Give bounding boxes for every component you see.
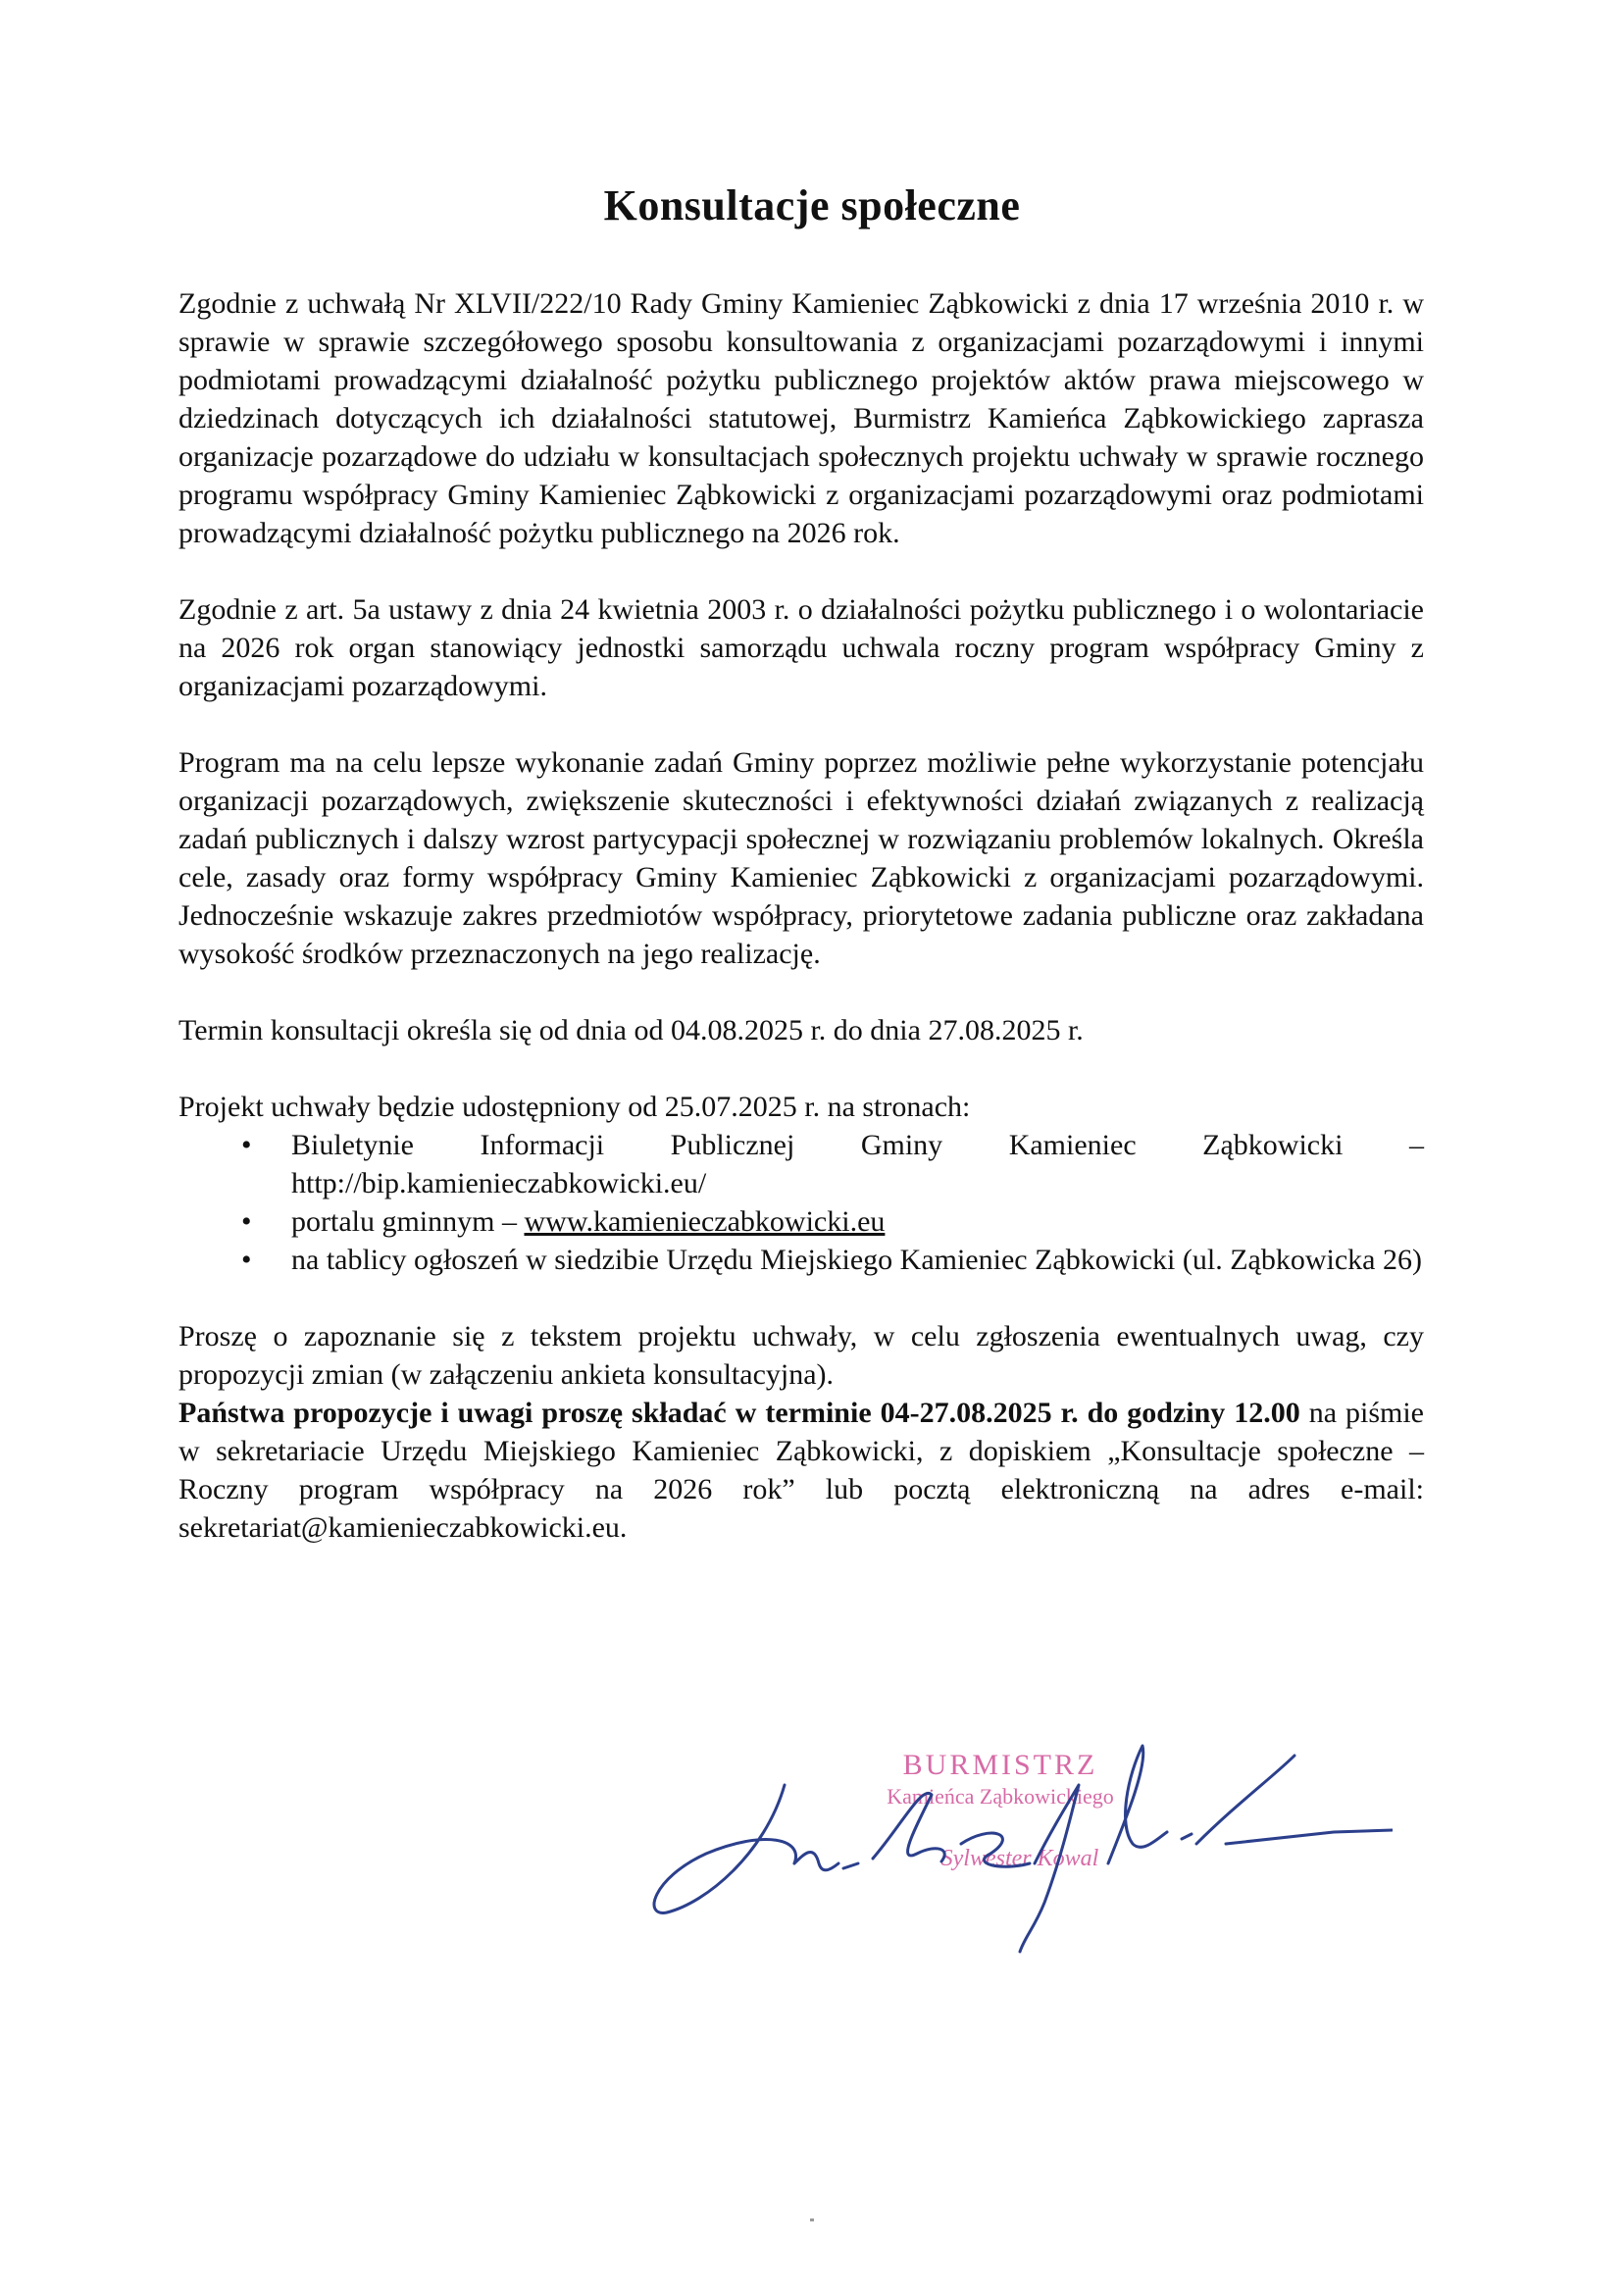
list-item-notice-board: [178, 1241, 1424, 1279]
paragraph-publication-intro: Projekt uchwały będzie udostępniony od 25.07.2025 r. na stronach:: [178, 1091, 971, 1123]
stamp-title: BURMISTRZ: [902, 1749, 1098, 1781]
stamp-subtitle: Kamieńca Ząbkowickiego: [887, 1784, 1114, 1809]
bullet-marker: •: [241, 1129, 252, 1161]
bullet-marker: •: [241, 1205, 252, 1238]
bullet-marker: •: [241, 1244, 252, 1276]
list-item-text: na tablicy ogłoszeń w siedzibie Urzędu Miejskiego Kamieniec Ząbkowicki (ul. Ząbkowicka 26): [291, 1244, 1422, 1276]
signature-block: [647, 1716, 1393, 1962]
list-item-bip: [178, 1126, 1424, 1202]
paragraph-submission: [178, 1394, 1424, 1547]
paragraph-consultation-dates: Termin konsultacji określa się od dnia od 04.08.2025 r. do dnia 27.08.2025 r.: [178, 1014, 1084, 1046]
handwritten-signature: [647, 1716, 1393, 1962]
paragraph-request: Proszę o zapoznanie się z tekstem projektu uchwały, w celu zgłoszenia ewentualnych uwag, czy propozycji zmian (w załączeniu ankieta konsultacyjna).: [178, 1320, 1424, 1391]
submission-details: na piśmie w sekretariacie Urzędu Miejskiego Kamieniec Ząbkowicki, z dopiskiem „Konsultacje społeczne – Roczny program współpracy na 2026 rok” lub pocztą elektroniczną na adres e-mail: sekretariat@kamienieczabkowicki.eu.: [178, 1397, 1425, 1544]
list-item-text: portalu gminnym –: [291, 1205, 525, 1238]
list-item-text: Biuletynie Informacji Publicznej Gminy Kamieniec Ząbkowicki – http://bip.kamienieczabkowicki.eu/: [291, 1129, 1424, 1199]
document-title: Konsultacje społeczne: [603, 181, 1021, 229]
paragraph-resolution-basis: Zgodnie z uchwałą Nr XLVII/222/10 Rady Gminy Kamieniec Ząbkowicki z dnia 17 września 2010 r. w sprawie w sprawie szczegółowego sposobu konsultowania z organizacjami pozarządowymi i innymi podmiotami prowadzącymi działalność pożytku publicznego projektów aktów prawa miejscowego w dziedzinach dotyczących ich działalności statutowej, Burmistrz Kamieńca Ząbkowickiego zaprasza organizacje pozarządowe do udziału w konsultacjach społecznych projektu uchwały w sprawie rocznego programu współpracy Gminy Kamieniec Ząbkowicki z organizacjami pozarządowymi oraz podmiotami prowadzącymi działalność pożytku publicznego na 2026 rok.: [178, 287, 1424, 549]
paragraph-legal-basis: Zgodnie z art. 5a ustawy z dnia 24 kwietnia 2003 r. o działalności pożytku publicznego i o wolontariacie na 2026 rok organ stanowiący jednostki samorządu uchwala roczny program współpracy Gminy z organizacjami pozarządowymi.: [178, 593, 1424, 702]
portal-link[interactable]: www.kamienieczabkowicki.eu: [524, 1205, 886, 1238]
publication-channels-list: [178, 1126, 1424, 1279]
document-body: [178, 284, 1424, 1547]
paragraph-program-goals: Program ma na celu lepsze wykonanie zadań Gminy poprzez możliwie pełne wykorzystanie potencjału organizacji pozarządowych, zwiększenie skuteczności i efektywności działań związanych z realizacją zadań publicznych i dalszy wzrost partycypacji społecznej w rozwiązaniu problemów lokalnych. Określa cele, zasady oraz formy współpracy Gminy Kamieniec Ząbkowicki z organizacjami pozarządowymi. Jednocześnie wskazuje zakres przedmiotów współpracy, priorytetowe zadania publiczne oraz zakładana wysokość środków przeznaczonych na jego realizację.: [178, 746, 1424, 970]
stamp-name: Sylwester Kowal: [940, 1846, 1099, 1871]
scan-speck: [810, 2218, 814, 2221]
submission-deadline: Państwa propozycje i uwagi proszę składać w terminie 04-27.08.2025 r. do godziny 12.00: [178, 1397, 1300, 1429]
list-item-portal: [178, 1202, 1424, 1241]
